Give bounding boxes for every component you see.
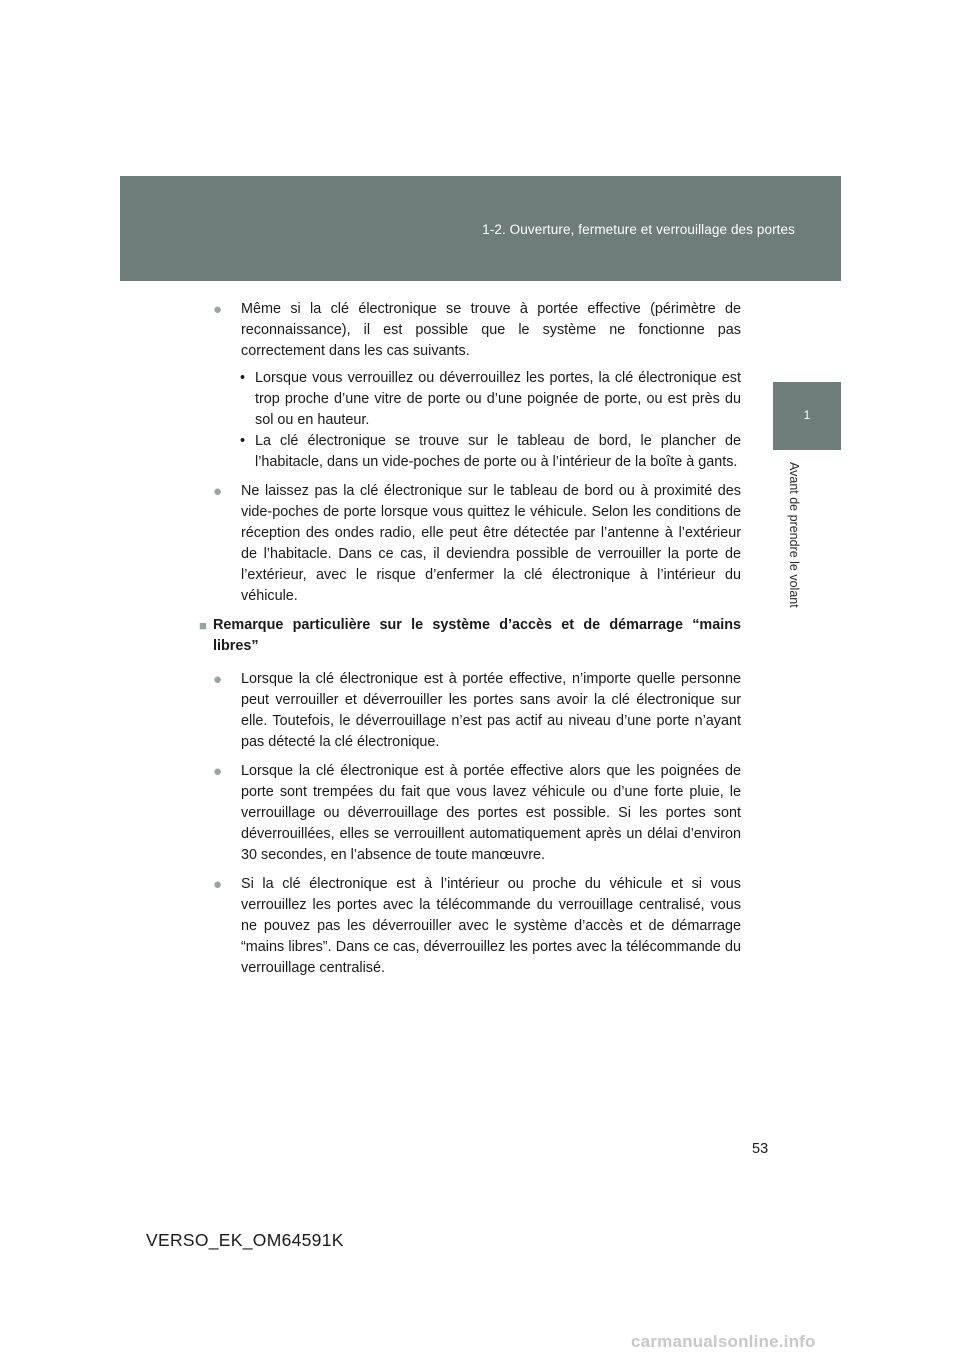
bullet-icon: ● [213, 301, 223, 318]
section-header-band [120, 176, 841, 281]
page-content [199, 299, 741, 987]
section-heading [199, 615, 741, 657]
bullet-text: Lorsque la clé électronique est à portée effective, n’importe quelle personne peut verrouiller et déverrouiller les portes sans avoir la clé électronique sur elle. Toutefois, le déverrouillage n’est pas actif au niveau d’une porte n’ayant pas détecté la clé électronique. [241, 671, 741, 750]
chapter-number: 1 [803, 408, 811, 422]
square-icon: ■ [199, 618, 207, 633]
heading-text: Remarque particulière sur le système d’accès et de démarrage “mains libres” [213, 617, 741, 654]
bullet-text: Lorsque la clé électronique est à portée effective alors que les poignées de porte sont trempées du fait que vous lavez véhicule ou d’une forte pluie, le verrouillage ou déverrouillage des portes est possible. Si les portes sont déverrouillées, elles se verrouillent automatiquement après un délai d’environ 30 secondes, en l’absence de toute manœuvre. [241, 763, 741, 863]
bullet-icon: ● [213, 876, 223, 893]
bullet-text: Ne laissez pas la clé électronique sur le tableau de bord ou à proximité des vide-poches de porte lorsque vous quittez le véhicule. Selon les conditions de réception des ondes radio, elle peut être détectée par l’antenne à l’extérieur de l’habitacle. Dans ce cas, il deviendra possible de verrouiller la porte de l’extérieur, avec le risque d’enfermer la clé électronique à l’intérieur du véhicule. [241, 483, 741, 604]
sub-bullet-text: Lorsque vous verrouillez ou déverrouillez les portes, la clé électronique est trop proche d’une vitre de porte ou d’une poignée de porte, ou est près du sol ou en hauteur. [255, 370, 741, 428]
sub-bullet-item [213, 431, 741, 473]
bullet-text: Si la clé électronique est à l’intérieur ou proche du véhicule et si vous verrouillez les portes avec la télécommande du verrouillage centralisé, vous ne pouvez pas les déverrouiller avec le système d’accès et de démarrage “mains libres”. Dans ce cas, déverrouillez les portes avec la télécommande du verrouillage centralisé. [241, 876, 741, 976]
document-code: VERSO_EK_OM64591K [146, 1230, 344, 1250]
bullet-icon: ● [213, 483, 223, 500]
section-title: 1-2. Ouverture, fermeture et verrouillage des portes [482, 222, 795, 237]
sub-bullet-icon: • [240, 433, 246, 449]
bullet-item [213, 761, 741, 866]
sub-bullet-text: La clé électronique se trouve sur le tableau de bord, le plancher de l’habitacle, dans un vide-poches de porte ou à l’intérieur de la boîte à gants. [255, 433, 741, 470]
bullet-item [213, 669, 741, 753]
bullet-item [213, 874, 741, 979]
bullet-icon: ● [213, 763, 223, 780]
chapter-label-container [784, 462, 804, 634]
bullet-item [213, 299, 741, 362]
sub-bullet-item [213, 368, 741, 431]
bullet-text: Même si la clé électronique se trouve à portée effective (périmètre de reconnaissance), il est possible que le système ne fonctionne pas correctement dans les cas suivants. [241, 301, 741, 359]
bullet-icon: ● [213, 671, 223, 688]
chapter-label: Avant de prendre le volant [787, 462, 801, 608]
page-number: 53 [752, 1141, 769, 1157]
chapter-tab [773, 382, 841, 450]
bullet-item [213, 481, 741, 607]
sub-bullet-icon: • [240, 370, 246, 386]
watermark: carmanualsonline.info [631, 1332, 816, 1351]
